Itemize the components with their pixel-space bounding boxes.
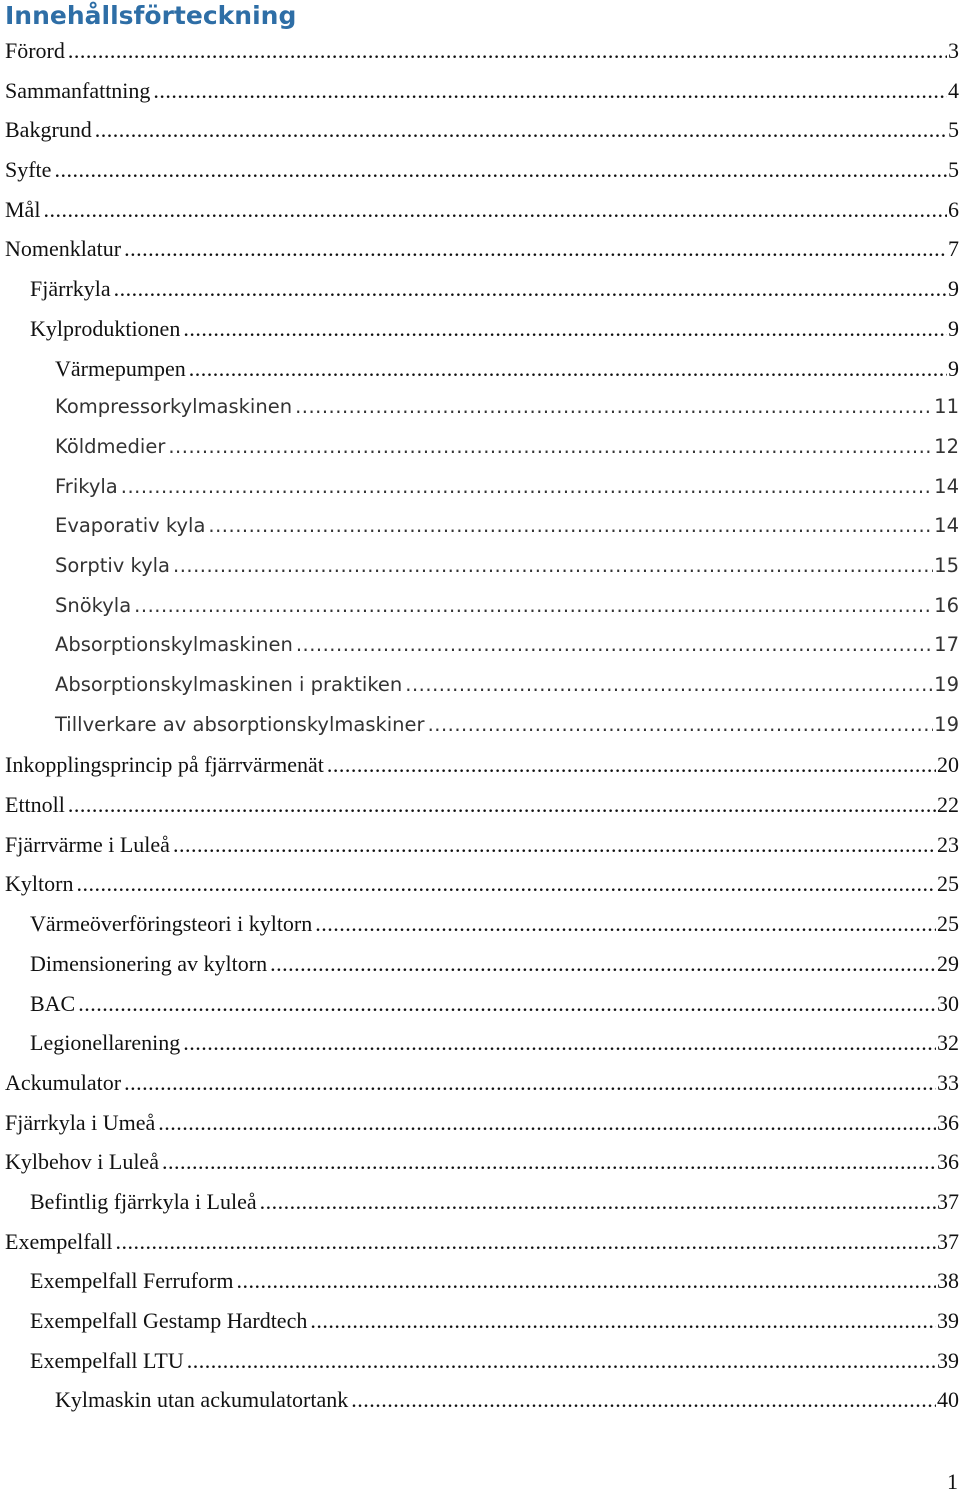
toc-entry[interactable]	[0, 947, 960, 987]
toc-entry-page: 14	[934, 514, 959, 538]
toc-entry[interactable]	[0, 788, 960, 828]
toc-entry[interactable]	[0, 907, 960, 947]
toc-dot-leader	[173, 554, 933, 577]
toc-dot-leader	[153, 78, 947, 104]
page-number: 1	[947, 1469, 958, 1494]
toc-entry[interactable]	[0, 312, 960, 352]
toc-entry-page: 16	[934, 593, 959, 617]
toc-dot-leader	[310, 1308, 936, 1334]
toc-dot-leader	[116, 1229, 936, 1255]
toc-entry-page: 32	[937, 1030, 959, 1056]
toc-dot-leader	[351, 1387, 936, 1413]
toc-dot-leader	[236, 1268, 936, 1294]
toc-entry-label: Köldmedier	[55, 434, 166, 458]
toc-dot-leader	[315, 911, 936, 937]
toc-dot-leader	[327, 752, 936, 778]
toc-entry-page: 19	[934, 712, 959, 736]
toc-dot-leader	[95, 117, 947, 143]
toc-entry[interactable]	[0, 272, 960, 312]
toc-entry-label: Sorptiv kyla	[55, 553, 171, 577]
toc-dot-leader	[295, 395, 933, 418]
toc-entry-label: Kylbehov i Luleå	[5, 1149, 159, 1175]
toc-entry[interactable]	[0, 34, 960, 74]
toc-entry[interactable]	[0, 987, 960, 1027]
toc-entry-page: 7	[948, 236, 959, 262]
toc-dot-leader	[428, 713, 934, 736]
toc-entry-label: Fjärrkyla i Umeå	[5, 1109, 156, 1135]
toc-entry-label: Kylproduktionen	[30, 315, 181, 341]
toc-entry-page: 29	[937, 950, 959, 976]
toc-entry-page: 15	[934, 553, 959, 577]
toc-entry-page: 36	[937, 1149, 959, 1175]
toc-dot-leader	[405, 673, 933, 696]
toc-entry-label: Exempelfall Gestamp Hardtech	[30, 1308, 308, 1333]
toc-entry[interactable]	[0, 232, 960, 272]
toc-entry-label: Fjärrvärme i Luleå	[5, 831, 170, 857]
toc-dot-leader	[187, 1348, 936, 1374]
toc-entry[interactable]	[0, 1106, 960, 1146]
toc-entry[interactable]	[0, 590, 960, 630]
toc-dot-leader	[183, 1030, 936, 1056]
toc-entry-page: 23	[937, 831, 959, 857]
toc-entry-page: 9	[948, 315, 959, 341]
toc-entry-page: 22	[937, 792, 959, 818]
toc-entry-label: Kylmaskin utan ackumulatortank	[55, 1387, 349, 1413]
toc-dot-leader	[270, 951, 936, 977]
toc-dot-leader	[158, 1110, 936, 1136]
toc-entry[interactable]	[0, 1344, 960, 1384]
toc-entry-label: Absorptionskylmaskinen	[55, 633, 293, 657]
toc-entry-label: Kompressorkylmaskinen	[55, 395, 293, 419]
toc-entry-page: 38	[937, 1268, 959, 1294]
toc-entry[interactable]	[0, 1225, 960, 1265]
toc-entry-page: 25	[937, 871, 959, 897]
toc-dot-leader	[173, 832, 936, 858]
toc-entry-page: 37	[937, 1188, 959, 1214]
toc-entry[interactable]	[0, 352, 960, 392]
toc-entry-label: Värmepumpen	[55, 355, 186, 381]
toc-dot-leader	[208, 514, 933, 537]
toc-entry[interactable]	[0, 828, 960, 868]
toc-entry-page: 5	[948, 157, 959, 183]
toc-entry-label: Dimensionering av kyltorn	[30, 950, 268, 976]
toc-entry-label: Snökyla	[55, 593, 132, 617]
toc-entry[interactable]	[0, 748, 960, 788]
toc-entry[interactable]	[0, 1383, 960, 1423]
toc-entry-page: 6	[948, 196, 959, 222]
toc-list	[0, 34, 960, 1423]
toc-entry-page: 30	[937, 990, 959, 1016]
toc-entry[interactable]	[0, 709, 960, 749]
toc-entry-page: 17	[934, 633, 959, 657]
toc-dot-leader	[114, 276, 947, 302]
toc-dot-leader	[189, 356, 947, 382]
toc-entry[interactable]	[0, 193, 960, 233]
toc-entry-page: 25	[937, 911, 959, 937]
toc-entry[interactable]	[0, 1304, 960, 1344]
toc-entry-label: Nomenklatur	[5, 236, 122, 262]
toc-dot-leader	[124, 1070, 936, 1096]
toc-entry-label: Inkopplingsprincip på fjärrvärmenät	[5, 752, 324, 778]
toc-entry[interactable]	[0, 471, 960, 511]
toc-entry-label: Befintlig fjärrkyla i Luleå	[30, 1188, 257, 1214]
toc-entry-page: 9	[948, 355, 959, 381]
toc-entry-page: 36	[937, 1109, 959, 1135]
toc-entry-label: Värmeöverföringsteori i kyltorn	[30, 911, 313, 937]
toc-entry[interactable]	[0, 1185, 960, 1225]
toc-dot-leader	[76, 871, 936, 897]
toc-entry-label: Exempelfall LTU	[30, 1347, 184, 1373]
toc-dot-leader	[43, 197, 947, 223]
toc-entry-page: 20	[937, 752, 959, 778]
toc-entry-page: 19	[934, 673, 959, 696]
toc-dot-leader	[121, 475, 933, 498]
toc-dot-leader	[68, 792, 936, 818]
toc-dot-leader	[168, 435, 933, 458]
toc-entry-page: 40	[937, 1387, 959, 1413]
toc-entry-label: Kyltorn	[5, 871, 74, 897]
toc-entry-label: Exempelfall	[5, 1228, 113, 1254]
toc-dot-leader	[124, 236, 947, 262]
toc-entry-label: Absorptionskylmaskinen i praktiken	[55, 673, 403, 696]
toc-entry-page: 5	[948, 117, 959, 143]
toc-entry-label: Fjärrkyla	[30, 276, 111, 302]
toc-entry-label: Tillverkare av absorptionskylmaskiner	[55, 712, 425, 736]
toc-entry[interactable]	[0, 391, 960, 431]
toc-dot-leader	[183, 316, 947, 342]
toc-entry-page: 11	[934, 395, 959, 419]
toc-entry-page: 39	[937, 1308, 959, 1333]
toc-dot-leader	[68, 38, 947, 64]
toc-entry-label: BAC	[30, 990, 76, 1016]
toc-entry[interactable]	[0, 1066, 960, 1106]
toc-entry-label: Sammanfattning	[5, 77, 151, 103]
toc-entry-label: Ackumulator	[5, 1069, 122, 1095]
toc-entry[interactable]	[0, 629, 960, 669]
toc-dot-leader	[162, 1149, 936, 1175]
toc-entry[interactable]	[0, 74, 960, 114]
toc-entry-label: Ettnoll	[5, 792, 65, 818]
toc-entry[interactable]	[0, 550, 960, 590]
toc-entry-page: 3	[948, 38, 959, 63]
toc-entry-page: 12	[934, 434, 959, 458]
toc-entry[interactable]	[0, 867, 960, 907]
toc-entry[interactable]	[0, 510, 960, 550]
toc-entry[interactable]	[0, 1026, 960, 1066]
toc-entry-page: 33	[937, 1069, 959, 1095]
toc-entry-label: Syfte	[5, 157, 52, 183]
toc-heading: Innehållsförteckning	[5, 1, 297, 30]
toc-dot-leader	[54, 157, 947, 183]
toc-entry-page: 9	[948, 276, 959, 302]
toc-entry-page: 37	[937, 1228, 959, 1254]
toc-entry[interactable]	[0, 431, 960, 471]
toc-dot-leader	[134, 594, 933, 617]
toc-entry-label: Exempelfall Ferruform	[30, 1268, 234, 1294]
toc-dot-leader	[260, 1189, 936, 1215]
toc-entry-label: Evaporativ kyla	[55, 514, 206, 538]
toc-entry-label: Frikyla	[55, 474, 118, 498]
toc-entry-label: Legionellarening	[30, 1030, 181, 1056]
toc-entry-page: 4	[948, 77, 959, 103]
toc-entry[interactable]	[0, 669, 960, 709]
toc-entry-label: Mål	[5, 196, 41, 222]
toc-entry-label: Förord	[5, 38, 65, 63]
toc-entry[interactable]	[0, 153, 960, 193]
toc-dot-leader	[78, 991, 936, 1017]
toc-entry-label: Bakgrund	[5, 117, 92, 143]
toc-entry-page: 39	[937, 1347, 959, 1373]
toc-dot-leader	[296, 633, 933, 656]
toc-entry[interactable]	[0, 113, 960, 153]
toc-entry[interactable]	[0, 1145, 960, 1185]
toc-entry[interactable]	[0, 1264, 960, 1304]
toc-entry-page: 14	[934, 474, 959, 498]
